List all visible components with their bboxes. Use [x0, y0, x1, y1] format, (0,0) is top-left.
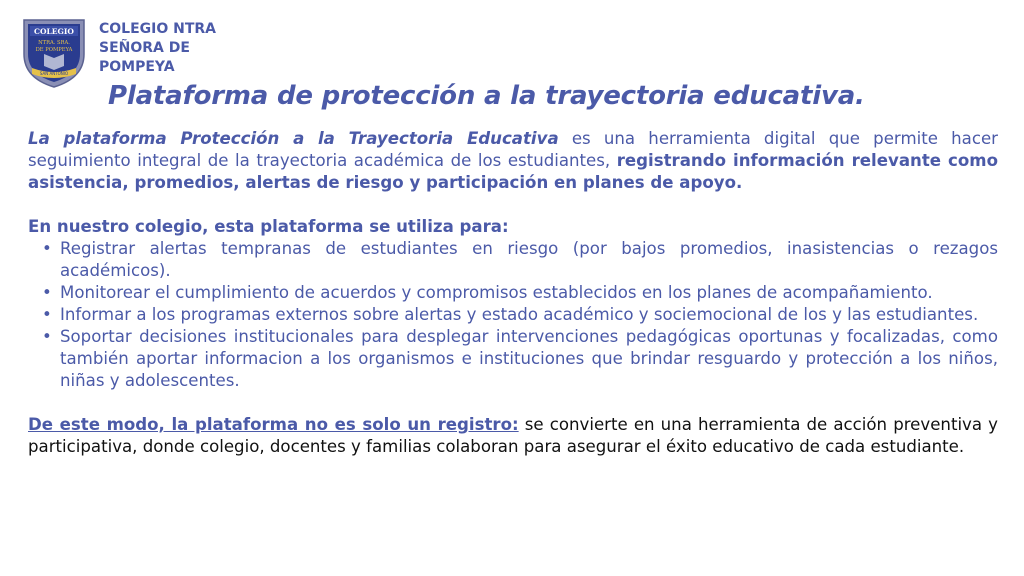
bullet-icon: •: [42, 239, 52, 258]
bullet-icon: •: [42, 327, 52, 346]
bullet-icon: •: [42, 305, 52, 324]
closing-lead: De este modo, la plataforma no es solo un registro:: [28, 415, 519, 434]
main-content: [28, 128, 998, 458]
uses-list: [28, 238, 998, 392]
list-item: [28, 238, 998, 282]
intro-platform-name: La plataforma Protección a la Trayectoria Educativa: [28, 129, 559, 148]
intro-paragraph: [28, 128, 998, 194]
school-name-line-3: POMPEYA: [99, 59, 175, 75]
uses-heading: En nuestro colegio, esta plataforma se utiliza para:: [28, 217, 509, 236]
intro-description: es una herramienta digital que permite hacer seguimiento integral de la trayectoria académica de los estudiantes,: [28, 129, 998, 170]
school-name-line-1: COLEGIO NTRA: [99, 21, 217, 37]
intro-highlight: registrando información relevante como asistencia, promedios, alertas de riesgo y participación en planes de apoyo.: [28, 151, 998, 192]
list-item-text: Registrar alertas tempranas de estudiantes en riesgo (por bajos promedios, inasistencias o rezagos académicos).: [60, 239, 998, 280]
list-item: [28, 282, 998, 304]
list-item-text: Soportar decisiones institucionales para desplegar intervenciones pedagógicas oportunas y focalizadas, como también aportar informacion a los organismos e instituciones que brindar resguardo y protección a los niños, niñas y adolescentes.: [60, 327, 998, 390]
list-item: [28, 304, 998, 326]
bullet-icon: •: [42, 283, 52, 302]
crest-text-low: DE POMPEYA: [35, 47, 73, 53]
closing-text: se convierte en una herramienta de acción preventiva y participativa, donde colegio, docentes y familias colaboran para asegurar el éxito educativo de cada estudiante.: [28, 415, 998, 456]
page-title: Plataforma de protección a la trayectoria educativa.: [108, 81, 865, 111]
list-item-text: Monitorear el cumplimiento de acuerdos y compromisos establecidos en los planes de acompañamiento.: [60, 283, 933, 302]
crest-text-top: COLEGIO: [34, 27, 74, 36]
list-item-text: Informar a los programas externos sobre alertas y estado académico y sociemocional de los y las estudiantes.: [60, 305, 979, 324]
school-crest-logo: [18, 14, 90, 90]
crest-text-mid: NTRA. SRA.: [38, 40, 70, 46]
crest-ribbon-text: SAN ANTONIO: [39, 71, 69, 76]
closing-paragraph: [28, 414, 998, 458]
school-name-line-2: SEÑORA DE: [99, 40, 190, 56]
list-item: [28, 326, 998, 392]
school-name: [99, 20, 259, 77]
